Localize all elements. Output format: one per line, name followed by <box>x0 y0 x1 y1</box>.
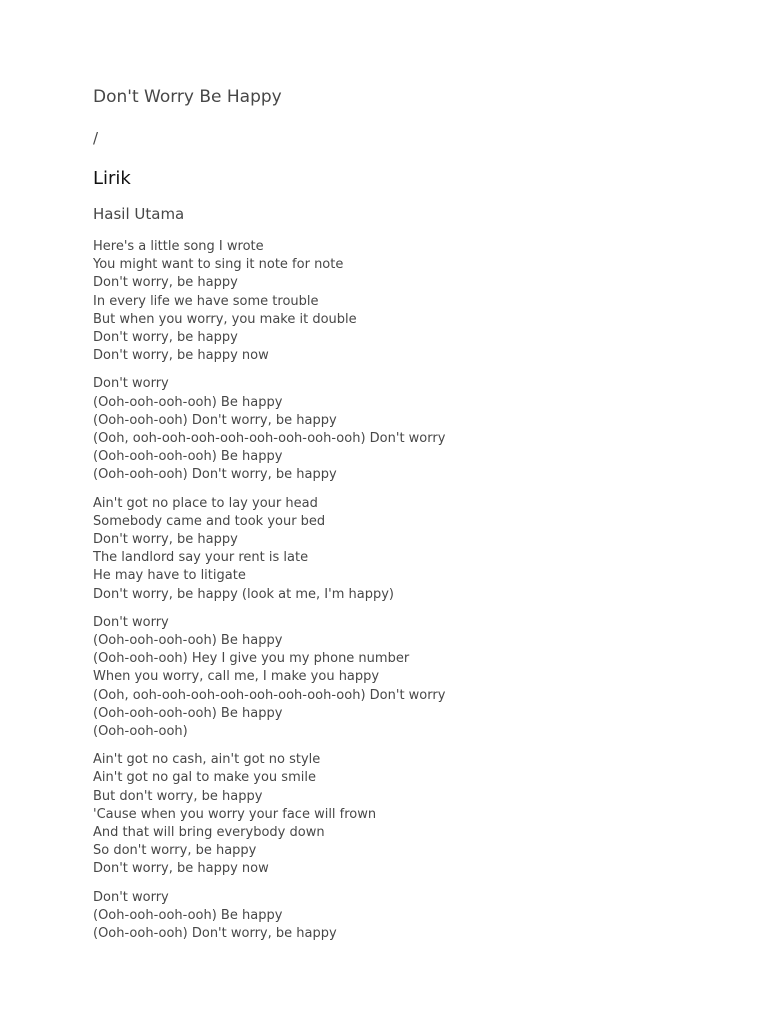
lyric-line: Don't worry <box>93 889 169 905</box>
lyric-line: (Ooh-ooh-ooh-ooh) Be happy <box>93 633 283 648</box>
lyric-line: (Ooh, ooh-ooh-ooh-ooh-ooh-ooh-ooh-ooh) Don't worry <box>93 687 446 703</box>
lyric-line: (Ooh-ooh-ooh) Hey I give you my phone number <box>93 651 410 667</box>
separator: / <box>93 129 99 147</box>
stanza-2 <box>93 375 733 484</box>
stanza-4 <box>93 614 733 741</box>
lyric-line: But when you worry, you make it double <box>93 311 357 327</box>
lyric-line: (Ooh, ooh-ooh-ooh-ooh-ooh-ooh-ooh-ooh) Don't worry <box>93 430 446 446</box>
lyric-line: The landlord say your rent is late <box>93 550 309 566</box>
lyric-line: Don't worry <box>93 376 169 392</box>
lyric-line: Ain't got no gal to make you smile <box>93 770 316 786</box>
lyric-line: But don't worry, be happy <box>93 788 263 804</box>
lyric-line: Somebody came and took your bed <box>93 513 326 529</box>
lyric-line: (Ooh-ooh-ooh-ooh) Be happy <box>93 907 283 923</box>
document-page <box>93 86 733 953</box>
song-title: Don't Worry Be Happy <box>93 87 282 107</box>
lyric-line: When you worry, call me, I make you happy <box>93 669 380 685</box>
lyric-line: 'Cause when you worry your face will frown <box>93 806 377 822</box>
lyric-line: (Ooh-ooh-ooh) Don't worry, be happy <box>93 926 337 942</box>
lyric-line: Don't worry, be happy <box>93 531 238 547</box>
lyric-line: And that will bring everybody down <box>93 825 325 841</box>
lyric-line: (Ooh-ooh-ooh-ooh) Be happy <box>93 705 283 721</box>
lyric-line: He may have to litigate <box>93 568 246 584</box>
lyric-line: (Ooh-ooh-ooh-ooh) Be happy <box>93 394 283 410</box>
lyric-line: Ain't got no cash, ain't got no style <box>93 752 321 768</box>
stanza-5 <box>93 751 733 878</box>
lyric-line: So don't worry, be happy <box>93 843 257 859</box>
lyric-line: (Ooh-ooh-ooh) Don't worry, be happy <box>93 467 337 483</box>
lyric-line: (Ooh-ooh-ooh) <box>93 724 188 740</box>
lyric-line: Don't worry <box>93 614 169 630</box>
stanza-6 <box>93 889 733 944</box>
results-subheading: Hasil Utama <box>93 204 185 223</box>
lyric-line: Here's a little song I wrote <box>93 238 264 254</box>
lyric-line: Ain't got no place to lay your head <box>93 495 318 511</box>
lyric-line: Don't worry, be happy now <box>93 861 269 877</box>
stanza-1 <box>93 238 733 365</box>
lyrics-body <box>93 238 733 943</box>
lyric-line: Don't worry, be happy now <box>93 348 269 364</box>
lyrics-heading: Lirik <box>93 168 131 189</box>
lyric-line: Don't worry, be happy <box>93 275 238 291</box>
lyric-line: (Ooh-ooh-ooh) Don't worry, be happy <box>93 412 337 428</box>
lyric-line: Don't worry, be happy (look at me, I'm happy) <box>93 586 394 602</box>
lyric-line: Don't worry, be happy <box>93 329 238 345</box>
lyric-line: (Ooh-ooh-ooh-ooh) Be happy <box>93 449 283 465</box>
lyric-line: You might want to sing it note for note <box>93 257 344 273</box>
lyric-line: In every life we have some trouble <box>93 293 319 309</box>
stanza-3 <box>93 495 733 604</box>
